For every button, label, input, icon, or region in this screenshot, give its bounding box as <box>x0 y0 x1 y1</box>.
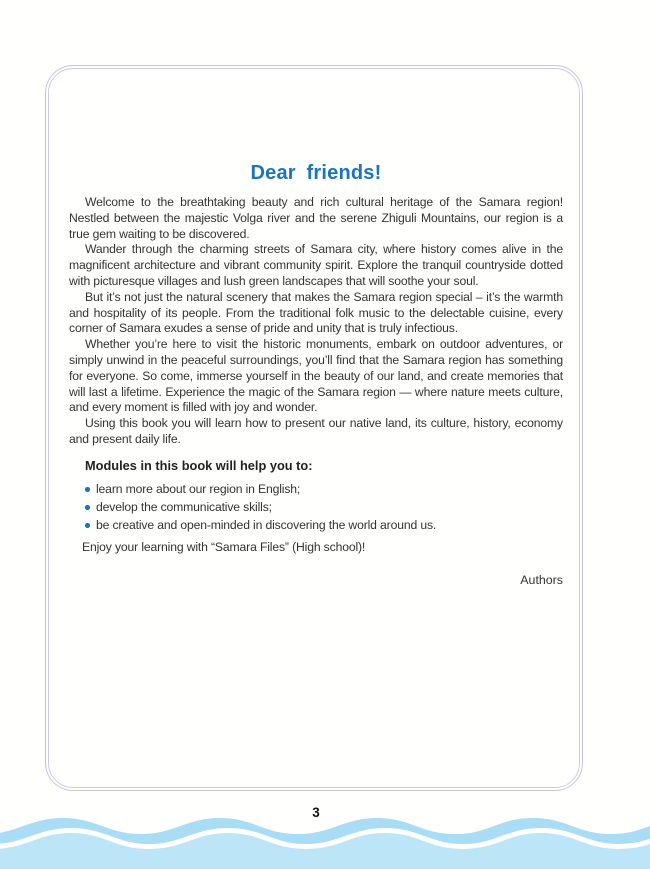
paragraph-whether: Whether you’re here to visit the historic monuments, embark on outdoor adventures, or simply unwind in the peaceful surroundings, you’ll find that the Samara region has something for everyone. So come, immerse yourself in the beauty of our land, and create memories that will last a lifetime. Experience the magic of the Samara region — where nature meets culture, and every moment is filled with joy and wonder. <box>69 337 563 415</box>
closing-line: Enjoy your learning with “Samara Files” (High school)! <box>82 540 366 555</box>
list-item <box>85 500 563 516</box>
bullet-dot-icon <box>85 505 90 510</box>
list-item-label: learn more about our region in English; <box>96 481 301 496</box>
wave-decoration <box>0 813 650 869</box>
paragraph-welcome: Welcome to the breathtaking beauty and rich cultural heritage of the Samara region! Nestled between the majestic Volga river and the serene Zhiguli Mountains, our region is a true gem waiting to be discovered. <box>69 195 563 241</box>
bullet-dot-icon <box>85 487 90 492</box>
page-title: Dear friends! <box>250 162 382 184</box>
page-content <box>69 162 563 587</box>
list-item-label: be creative and open-minded in discovering the world around us. <box>96 517 437 532</box>
authors-signature: Authors <box>520 572 563 587</box>
paragraph-people: But it’s not just the natural scenery that makes the Samara region special – it’s the warmth and hospitality of its people. From the traditional folk music to the delectable cuisine, every corner of Samara exudes a sense of pride and unity that is truly infectious. <box>69 289 563 336</box>
modules-bullet-list <box>85 482 563 534</box>
list-item-label: develop the communicative skills; <box>96 499 272 514</box>
page-number: 3 <box>312 805 320 820</box>
modules-heading: Modules in this book will help you to: <box>85 457 313 473</box>
list-item <box>85 482 563 498</box>
paragraph-wander: Wander through the charming streets of Samara city, where history comes alive in the magnificent architecture and vibrant community spirit. Explore the tranquil countryside dotted with picturesque villages and lush green landscapes that will soothe your soul. <box>69 242 563 288</box>
page-border-frame <box>45 65 583 791</box>
paragraph-using-book: Using this book you will learn how to present our native land, its culture, history, economy and present daily life. <box>69 416 563 446</box>
bullet-dot-icon <box>85 523 90 528</box>
list-item <box>85 518 563 534</box>
